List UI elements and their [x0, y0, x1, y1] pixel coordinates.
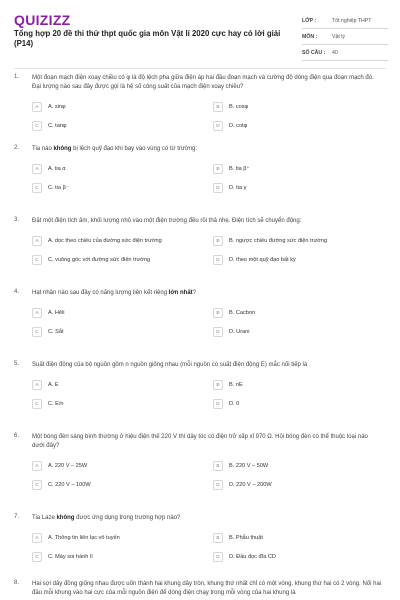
header-divider: [14, 68, 386, 69]
meta-value: Vật lý: [332, 33, 345, 40]
option-letter: C: [32, 121, 42, 131]
question-number: 2.: [14, 145, 20, 151]
answer-option-a[interactable]: [32, 100, 201, 114]
option-letter: B: [213, 380, 223, 390]
option-letter: D: [213, 183, 223, 193]
text-part: ?: [192, 290, 196, 296]
answer-grid: [32, 378, 382, 411]
answer-text: A. dọc theo chiều của đường sức điện trường: [48, 238, 162, 244]
question-text: Một bóng đèn sáng bình thường ở hiệu điện thế 220 V thì dây tóc có điện trở xấp xỉ 970 Ω. Hỏi bóng đèn có thể thuộc loại nào dưới đây?: [32, 434, 368, 449]
answer-text: B. Phẫu thuật: [229, 535, 263, 541]
option-letter: B: [213, 461, 223, 471]
header: [0, 0, 400, 66]
quizizz-logo: QUIZIZZ: [14, 12, 71, 28]
option-letter: B: [213, 236, 223, 246]
answer-option-a[interactable]: [32, 378, 201, 392]
option-letter: A: [32, 380, 42, 390]
text-emphasis: không: [56, 515, 75, 521]
question-number: 6.: [14, 433, 20, 439]
question-4: [0, 289, 400, 361]
answer-option-b[interactable]: [213, 378, 382, 392]
answer-text: A. Thông tin liên lạc vô tuyến: [48, 535, 120, 541]
answer-text: D. 220 V – 200W: [229, 482, 272, 488]
answer-option-b[interactable]: [213, 162, 382, 176]
answer-option-a[interactable]: [32, 306, 201, 320]
text-part: bị lệch quỹ đạo khi bay vào vùng có từ trường:: [71, 146, 198, 152]
option-letter: D: [213, 255, 223, 265]
answer-option-a[interactable]: [32, 459, 201, 473]
option-letter: D: [213, 480, 223, 490]
answer-option-c[interactable]: [32, 397, 201, 411]
question-1: [0, 74, 400, 145]
answer-option-b[interactable]: [213, 306, 382, 320]
answer-option-b[interactable]: [213, 531, 382, 545]
question-text: [32, 145, 382, 154]
answer-text: C. tia β⁻: [48, 185, 69, 191]
question-text: Một đoạn mạch điện xoay chiều có φ là độ lệch pha giữa điện áp hai đầu đoạn mạch và cường độ dòng điện qua đoạn mạch đó. Đại lượng nào sau đây được gọi là hệ số công suất của mạch điện xoay chiều?: [32, 75, 374, 90]
answer-option-a[interactable]: [32, 162, 201, 176]
text-part: Hạt nhân nào sau đây có năng lượng liên kết riêng: [32, 290, 169, 296]
meta-value: 40: [332, 49, 338, 56]
meta-row-subject: [302, 29, 388, 45]
question-number: 8.: [14, 580, 20, 586]
answer-text: B. ngược chiều đường sức điện trường: [229, 238, 328, 244]
question-8: [0, 580, 400, 600]
meta-value: Tốt nghiệp THPT: [332, 17, 372, 24]
question-number: 7.: [14, 514, 20, 520]
question-3: [0, 217, 400, 289]
option-letter: D: [213, 121, 223, 131]
meta-key: LỚP :: [302, 17, 317, 24]
option-letter: C: [32, 255, 42, 265]
answer-option-d[interactable]: [213, 253, 382, 267]
question-number: 5.: [14, 361, 20, 367]
answer-option-c[interactable]: [32, 253, 201, 267]
question-number: 3.: [14, 217, 20, 223]
option-letter: A: [32, 533, 42, 543]
worksheet-title: Tổng hợp 20 đề thi thử thpt quốc gia môn Vật lí 2020 cực hay có lời giải (P14): [14, 29, 281, 48]
answer-text: B. cosφ: [229, 104, 249, 110]
option-letter: A: [32, 164, 42, 174]
answer-option-b[interactable]: [213, 100, 382, 114]
question-text: Đặt một điện tích âm, khối lượng nhỏ vào một điện trường đều rồi thả nhẹ. Điện tích sẽ chuyển động:: [32, 218, 302, 224]
answer-option-b[interactable]: [213, 459, 382, 473]
answer-text: C. 220 V – 100W: [48, 482, 91, 488]
question-text: Hai sợi dây đồng giống nhau được uốn thành hai khung dây tròn, khung thứ nhất chỉ có một vòng, khung thứ hai có 2 vòng. Nối hai đầu mỗi khung vào hai cực của mỗi nguồn điện để dòng điện chạy trong mỗi vòng của hai khung là: [32, 581, 382, 596]
meta-box: [302, 13, 388, 61]
answer-option-a[interactable]: [32, 234, 201, 248]
option-letter: D: [213, 552, 223, 562]
text-part: Tia nào: [32, 146, 54, 152]
answer-text: A. sinφ: [48, 104, 66, 110]
answer-text: C. vuông góc với đường sức điện trường: [48, 257, 151, 263]
question-list: [0, 74, 400, 600]
answer-text: D. Urani: [229, 329, 250, 335]
answer-option-c[interactable]: [32, 550, 201, 564]
option-letter: B: [213, 308, 223, 318]
question-2: [0, 145, 400, 217]
meta-key: SỐ CÂU :: [302, 49, 326, 56]
answer-grid: [32, 234, 382, 267]
answer-grid: [32, 100, 382, 133]
answer-text: B. 220 V – 50W: [229, 463, 269, 469]
option-letter: D: [213, 399, 223, 409]
answer-option-a[interactable]: [32, 531, 201, 545]
option-letter: B: [213, 164, 223, 174]
answer-text: B. tia β⁺: [229, 166, 250, 172]
option-letter: C: [32, 399, 42, 409]
answer-option-d[interactable]: [213, 325, 382, 339]
option-letter: D: [213, 327, 223, 337]
option-letter: A: [32, 102, 42, 112]
answer-text: D. Đầu đọc đĩa CD: [229, 554, 276, 560]
answer-text: A. 220 V – 25W: [48, 463, 88, 469]
answer-option-b[interactable]: [213, 234, 382, 248]
option-letter: B: [213, 102, 223, 112]
question-text: Suất điện động của bộ nguồn gồm n nguồn giống nhau (mỗi nguồn có suất điện động E) mắc nối tiếp là: [32, 362, 308, 368]
answer-text: C. E/n: [48, 401, 64, 407]
answer-grid: [32, 531, 382, 564]
answer-option-d[interactable]: [213, 119, 382, 133]
option-letter: C: [32, 480, 42, 490]
question-number: 1.: [14, 74, 20, 80]
answer-grid: [32, 162, 382, 195]
question-text: [32, 289, 382, 298]
answer-text: A. Hêli: [48, 310, 65, 316]
answer-option-d[interactable]: [213, 550, 382, 564]
answer-text: A. E: [48, 382, 59, 388]
answer-grid: [32, 306, 382, 339]
answer-option-d[interactable]: [213, 181, 382, 195]
answer-grid: [32, 459, 382, 492]
option-letter: B: [213, 533, 223, 543]
text-part: Tia Laze: [32, 515, 57, 521]
option-letter: C: [32, 183, 42, 193]
answer-text: B. Cacbon: [229, 310, 256, 316]
answer-option-d[interactable]: [213, 397, 382, 411]
answer-text: D. theo một quỹ đạo bất kỳ: [229, 257, 296, 263]
answer-text: C. Sắt: [48, 329, 64, 335]
answer-option-c[interactable]: [32, 119, 201, 133]
option-letter: C: [32, 327, 42, 337]
option-letter: A: [32, 461, 42, 471]
answer-option-c[interactable]: [32, 325, 201, 339]
answer-text: B. nE: [229, 382, 243, 388]
question-7: [0, 514, 400, 580]
answer-text: D. tia γ: [229, 185, 247, 191]
answer-text: C. Máy soi hành lí: [48, 554, 93, 560]
answer-text: D. 0: [229, 401, 240, 407]
text-emphasis: không: [53, 146, 72, 152]
answer-option-c[interactable]: [32, 478, 201, 492]
question-5: [0, 361, 400, 433]
answer-option-c[interactable]: [32, 181, 201, 195]
meta-row-count: [302, 45, 388, 61]
text-emphasis: lớn nhất: [168, 290, 193, 296]
option-letter: A: [32, 308, 42, 318]
meta-key: MÔN :: [302, 33, 318, 40]
text-part: được ứng dụng trong trường hợp nào?: [74, 515, 181, 521]
question-number: 4.: [14, 289, 20, 295]
option-letter: C: [32, 552, 42, 562]
question-6: [0, 433, 400, 514]
answer-text: C. tanφ: [48, 123, 67, 129]
question-text: [32, 514, 382, 523]
answer-text: A. tia α: [48, 166, 66, 172]
answer-text: D. cotφ: [229, 123, 248, 129]
answer-option-d[interactable]: [213, 478, 382, 492]
meta-row-class: [302, 13, 388, 29]
option-letter: A: [32, 236, 42, 246]
